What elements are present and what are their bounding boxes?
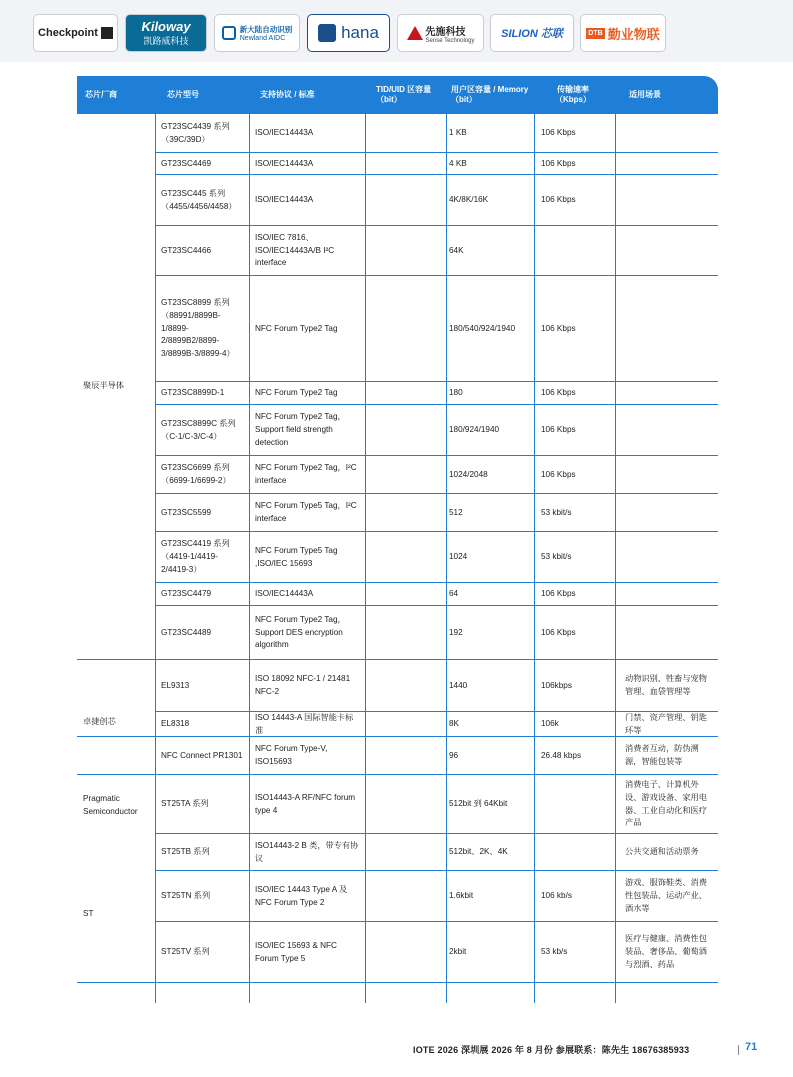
cell-text-usage: 公共交通和活动票务 bbox=[625, 847, 699, 857]
cell-memory bbox=[449, 276, 531, 382]
cell-model bbox=[161, 382, 245, 405]
newland-logo-sub: Newland AIDC bbox=[239, 35, 286, 42]
cell-tid bbox=[371, 494, 441, 532]
cell-text-rate: 106 Kbps bbox=[541, 469, 576, 479]
cell-text-rate: 53 kbit/s bbox=[541, 507, 572, 517]
cell-model bbox=[161, 834, 245, 871]
cell-text-memory: 180/924/1940 bbox=[449, 425, 500, 435]
cell-usage bbox=[625, 922, 713, 983]
cell-text-memory: 192 bbox=[449, 627, 463, 637]
cell-rate bbox=[541, 922, 611, 983]
cell-protocol bbox=[255, 583, 360, 606]
cell-text-model: NFC Connect PR1301 bbox=[161, 750, 243, 760]
cell-model bbox=[161, 922, 245, 983]
cell-tid bbox=[371, 775, 441, 834]
cell-tid bbox=[371, 405, 441, 456]
cell-usage bbox=[625, 532, 713, 583]
cell-text-model: GT23SC8899 系列（88991/8899B-1/8899-2/8899B2/8899-3/8899B-3/8899-4） bbox=[161, 298, 235, 359]
cell-text-model: GT23SC445 系列（4455/4456/4458） bbox=[161, 188, 237, 211]
cell-text-protocol: NFC Forum Type2 Tag bbox=[255, 388, 338, 398]
cell-text-model: GT23SC8899D-1 bbox=[161, 388, 225, 398]
sense-logo-text: 先施科技 bbox=[425, 26, 466, 38]
cell-text-memory: 64K bbox=[449, 245, 464, 255]
cell-tid bbox=[371, 226, 441, 276]
cell-tid bbox=[371, 276, 441, 382]
vendor-cell: 聚辰半导体 bbox=[83, 381, 124, 391]
cell-tid bbox=[371, 583, 441, 606]
cell-text-memory: 180/540/924/1940 bbox=[449, 323, 516, 333]
checkpoint-logo-text: Checkpoint bbox=[38, 27, 98, 39]
cell-usage bbox=[625, 583, 713, 606]
table-header bbox=[77, 76, 718, 114]
cell-memory bbox=[449, 226, 531, 276]
cell-model bbox=[161, 153, 245, 175]
header-memory: 用户区容量 / Memory（bit） bbox=[451, 85, 529, 104]
cell-text-model: GT23SC4439 系列（39C/39D） bbox=[161, 121, 230, 144]
cell-text-protocol: ISO/IEC 14443 Type A 及 NFC Forum Type 2 bbox=[255, 884, 348, 907]
cell-text-protocol: ISO14443-2 B 类，带专有协议 bbox=[255, 840, 359, 863]
cell-text-protocol: NFC Forum Type5 Tag ,ISO/IEC 15693 bbox=[255, 545, 338, 568]
cell-usage bbox=[625, 660, 713, 712]
cell-protocol bbox=[255, 737, 360, 775]
cell-memory bbox=[449, 775, 531, 834]
cell-text-model: EL9313 bbox=[161, 680, 190, 690]
cell-model bbox=[161, 456, 245, 494]
cell-text-usage: 门禁、资产管理、钥匙环等 bbox=[625, 712, 707, 735]
table-row bbox=[77, 922, 718, 983]
cell-text-rate: 106 Kbps bbox=[541, 388, 576, 398]
cell-model bbox=[161, 226, 245, 276]
vendor-cell: 卓捷创芯 bbox=[83, 717, 116, 727]
cell-text-rate: 53 kb/s bbox=[541, 947, 568, 957]
cell-memory bbox=[449, 922, 531, 983]
hana-logo-text: hana bbox=[341, 23, 379, 42]
cell-text-model: GT23SC4489 bbox=[161, 627, 212, 637]
cell-text-model: GT23SC5599 bbox=[161, 507, 212, 517]
cell-memory bbox=[449, 382, 531, 405]
cell-protocol bbox=[255, 532, 360, 583]
cell-tid bbox=[371, 153, 441, 175]
dtb-logo-text: 勤业物联 bbox=[607, 26, 660, 42]
cell-tid bbox=[371, 660, 441, 712]
cell-model bbox=[161, 532, 245, 583]
cell-tid bbox=[371, 382, 441, 405]
cell-memory bbox=[449, 712, 531, 737]
table-row bbox=[77, 153, 718, 175]
cell-text-rate: 106kbps bbox=[541, 680, 572, 690]
cell-text-usage: 消费者互动，防伪溯源，智能包装等 bbox=[625, 744, 699, 766]
cell-protocol bbox=[255, 114, 360, 153]
cell-text-rate: 106 Kbps bbox=[541, 323, 576, 333]
cell-usage bbox=[625, 871, 713, 922]
cell-text-protocol: NFC Forum Type-V, ISO15693 bbox=[255, 744, 328, 766]
table-row bbox=[77, 712, 718, 737]
cell-model bbox=[161, 712, 245, 737]
cell-text-memory: 96 bbox=[449, 750, 459, 760]
cell-rate bbox=[541, 583, 611, 606]
dtb-logo bbox=[580, 14, 666, 52]
table-row bbox=[77, 175, 718, 226]
cell-text-memory: 8K bbox=[449, 719, 460, 729]
header-usage: 适用场景 bbox=[629, 90, 661, 99]
cell-text-model: ST25TV 系列 bbox=[161, 947, 210, 957]
cell-tid bbox=[371, 712, 441, 737]
newland-logo-text: 新大陆自动识别 bbox=[239, 25, 293, 34]
logo-bar bbox=[0, 0, 793, 62]
cell-tid bbox=[371, 737, 441, 775]
table-row bbox=[77, 606, 718, 660]
table-row bbox=[77, 382, 718, 405]
table-row bbox=[77, 737, 718, 775]
cell-memory bbox=[449, 660, 531, 712]
cell-usage bbox=[625, 153, 713, 175]
cell-protocol bbox=[255, 153, 360, 175]
cell-text-memory: 512 bbox=[449, 507, 463, 517]
cell-text-memory: 512bit、2K、4K bbox=[449, 847, 508, 857]
cell-text-protocol: NFC Forum Type2 Tag，Support field strength detection bbox=[255, 412, 346, 447]
cell-text-usage: 医疗与健康、消费性包装品、奢侈品、葡萄酒与烈酒、药品 bbox=[625, 934, 707, 969]
cell-usage bbox=[625, 606, 713, 660]
cell-usage bbox=[625, 226, 713, 276]
cell-usage bbox=[625, 834, 713, 871]
cell-protocol bbox=[255, 175, 360, 226]
cell-text-memory: 180 bbox=[449, 388, 463, 398]
row-divider bbox=[77, 982, 718, 983]
cell-protocol bbox=[255, 276, 360, 382]
cell-rate bbox=[541, 712, 611, 737]
cell-rate bbox=[541, 606, 611, 660]
cell-text-rate: 106 Kbps bbox=[541, 195, 576, 205]
hana-logo bbox=[307, 14, 390, 52]
cell-rate bbox=[541, 775, 611, 834]
cell-protocol bbox=[255, 871, 360, 922]
table-row bbox=[77, 532, 718, 583]
cell-protocol bbox=[255, 494, 360, 532]
cell-text-model: EL8318 bbox=[161, 719, 190, 729]
cell-tid bbox=[371, 834, 441, 871]
cell-protocol bbox=[255, 775, 360, 834]
cell-text-model: ST25TB 系列 bbox=[161, 847, 210, 857]
cell-rate bbox=[541, 382, 611, 405]
cell-usage bbox=[625, 405, 713, 456]
dtb-mark-icon: DTB bbox=[588, 29, 603, 37]
cell-text-protocol: NFC Forum Type2 Tag，Support DES encryption algorithm bbox=[255, 614, 346, 650]
cell-memory bbox=[449, 737, 531, 775]
cell-text-protocol: ISO 14443-A 国际智能卡标准 bbox=[255, 712, 354, 735]
cell-text-protocol: NFC Forum Type5 Tag，I²C interface bbox=[255, 501, 357, 523]
cell-model bbox=[161, 737, 245, 775]
table-row bbox=[77, 775, 718, 834]
kiloway-logo-text: Kiloway bbox=[141, 19, 191, 34]
page-number: 71 bbox=[745, 1041, 758, 1053]
sense-logo bbox=[397, 14, 484, 52]
header-vendor: 芯片厂商 bbox=[85, 90, 117, 99]
cell-text-memory: 4K/8K/16K bbox=[449, 195, 489, 205]
cell-text-protocol: ISO/IEC 7816、ISO/IEC14443A/B I²C interface bbox=[255, 232, 335, 268]
header-rate: 传输速率（Kbps） bbox=[555, 85, 591, 104]
cell-rate bbox=[541, 226, 611, 276]
cell-text-rate: 106 kb/s bbox=[541, 891, 572, 901]
cell-text-model: GT23SC8899C 系列（C-1/C-3/C-4） bbox=[161, 418, 236, 441]
cell-rate bbox=[541, 660, 611, 712]
cell-rate bbox=[541, 494, 611, 532]
kiloway-logo-sub: 凯路威科技 bbox=[143, 36, 189, 46]
cell-model bbox=[161, 114, 245, 153]
cell-text-model: ST25TA 系列 bbox=[161, 799, 209, 809]
table-body bbox=[77, 114, 718, 1003]
cell-text-model: GT23SC4466 bbox=[161, 245, 212, 255]
sense-mark-icon bbox=[407, 26, 423, 40]
sense-logo-sub: Sense Technology bbox=[425, 37, 475, 44]
cell-memory bbox=[449, 405, 531, 456]
cell-usage bbox=[625, 737, 713, 775]
cell-rate bbox=[541, 175, 611, 226]
cell-tid bbox=[371, 871, 441, 922]
cell-text-model: GT23SC4419 系列（4419-1/4419-2/4419-3） bbox=[161, 539, 230, 574]
cell-model bbox=[161, 494, 245, 532]
cell-text-usage: 游戏、服饰鞋类、消费性包装品、运动产业、酒水等 bbox=[625, 878, 707, 913]
cell-model bbox=[161, 175, 245, 226]
cell-protocol bbox=[255, 405, 360, 456]
vendor-cell: ST bbox=[83, 908, 94, 918]
footer-contact: IOTE 2026 深圳展 2026 年 8 月份 参展联系：陈先生 18676385933 bbox=[413, 1045, 690, 1055]
cell-usage bbox=[625, 175, 713, 226]
table-row bbox=[77, 405, 718, 456]
cell-text-model: GT23SC4469 bbox=[161, 158, 212, 168]
newland-logo bbox=[214, 14, 300, 52]
cell-text-rate: 26.48 kbps bbox=[541, 750, 582, 760]
cell-tid bbox=[371, 922, 441, 983]
cell-text-usage: 动物识别、牲畜与宠物管理、血袋管理等 bbox=[625, 674, 707, 696]
checkpoint-logo bbox=[33, 14, 118, 52]
cell-usage bbox=[625, 276, 713, 382]
cell-tid bbox=[371, 606, 441, 660]
cell-rate bbox=[541, 737, 611, 775]
cell-text-protocol: ISO/IEC14443A bbox=[255, 158, 314, 168]
cell-memory bbox=[449, 175, 531, 226]
cell-rate bbox=[541, 405, 611, 456]
cell-text-protocol: ISO/IEC14443A bbox=[255, 195, 314, 205]
header-model: 芯片型号 bbox=[167, 90, 199, 99]
cell-text-rate: 106 Kbps bbox=[541, 425, 576, 435]
cell-rate bbox=[541, 276, 611, 382]
table-row bbox=[77, 494, 718, 532]
cell-text-usage: 消费电子、计算机外设、游戏设备、家用电器、工业自动化和医疗产品 bbox=[625, 780, 707, 828]
table-row bbox=[77, 871, 718, 922]
cell-rate bbox=[541, 834, 611, 871]
table-row bbox=[77, 583, 718, 606]
cell-text-protocol: ISO14443-A RF/NFC forum type 4 bbox=[255, 792, 356, 815]
cell-memory bbox=[449, 871, 531, 922]
cell-text-memory: 2kbit bbox=[449, 947, 467, 957]
cell-text-protocol: NFC Forum Type2 Tag，I²C interface bbox=[255, 463, 357, 485]
cell-tid bbox=[371, 456, 441, 494]
cell-rate bbox=[541, 456, 611, 494]
header-tid: TID/UID 区容量（bit） bbox=[376, 85, 432, 104]
cell-text-memory: 64 bbox=[449, 589, 459, 599]
cell-memory bbox=[449, 834, 531, 871]
cell-model bbox=[161, 871, 245, 922]
cell-protocol bbox=[255, 712, 360, 737]
cell-model bbox=[161, 775, 245, 834]
table-row bbox=[77, 114, 718, 153]
cell-model bbox=[161, 276, 245, 382]
hana-mark-icon bbox=[318, 24, 336, 42]
cell-protocol bbox=[255, 834, 360, 871]
cell-usage bbox=[625, 114, 713, 153]
cell-rate bbox=[541, 153, 611, 175]
cell-text-model: GT23SC6699 系列（6699-1/6699-2） bbox=[161, 463, 231, 485]
cell-text-memory: 1440 bbox=[449, 680, 468, 690]
chip-table bbox=[77, 76, 718, 1003]
cell-text-memory: 1.6kbit bbox=[449, 891, 474, 901]
cell-usage bbox=[625, 712, 713, 737]
cell-tid bbox=[371, 175, 441, 226]
table-row bbox=[77, 226, 718, 276]
newland-mark-icon bbox=[222, 26, 236, 40]
cell-rate bbox=[541, 871, 611, 922]
cell-protocol bbox=[255, 606, 360, 660]
footer-divider bbox=[738, 1045, 739, 1055]
cell-memory bbox=[449, 456, 531, 494]
cell-text-rate: 106 Kbps bbox=[541, 589, 576, 599]
cell-memory bbox=[449, 606, 531, 660]
cell-memory bbox=[449, 114, 531, 153]
cell-text-protocol: ISO/IEC14443A bbox=[255, 128, 314, 138]
cell-rate bbox=[541, 532, 611, 583]
cell-text-rate: 106k bbox=[541, 719, 559, 729]
cell-protocol bbox=[255, 382, 360, 405]
cell-usage bbox=[625, 775, 713, 834]
cell-memory bbox=[449, 153, 531, 175]
checkpoint-mark-icon bbox=[101, 27, 113, 39]
silion-logo-text: SILION 芯联 bbox=[501, 28, 563, 40]
cell-memory bbox=[449, 532, 531, 583]
cell-model bbox=[161, 606, 245, 660]
cell-tid bbox=[371, 532, 441, 583]
cell-text-model: ST25TN 系列 bbox=[161, 891, 211, 901]
cell-text-memory: 1024/2048 bbox=[449, 469, 488, 479]
cell-memory bbox=[449, 583, 531, 606]
cell-text-protocol: NFC Forum Type2 Tag bbox=[255, 323, 338, 333]
table-row bbox=[77, 660, 718, 712]
table-row bbox=[77, 276, 718, 382]
header-protocol: 支持协议 / 标准 bbox=[260, 90, 315, 99]
cell-text-memory: 1 KB bbox=[449, 128, 467, 138]
cell-protocol bbox=[255, 226, 360, 276]
cell-protocol bbox=[255, 456, 360, 494]
cell-text-protocol: ISO/IEC 15693 & NFC Forum Type 5 bbox=[255, 940, 337, 963]
cell-model bbox=[161, 660, 245, 712]
cell-protocol bbox=[255, 660, 360, 712]
cell-usage bbox=[625, 494, 713, 532]
cell-tid bbox=[371, 114, 441, 153]
cell-protocol bbox=[255, 922, 360, 983]
cell-text-rate: 53 kbit/s bbox=[541, 552, 572, 562]
cell-model bbox=[161, 405, 245, 456]
cell-text-rate: 106 Kbps bbox=[541, 627, 576, 637]
cell-model bbox=[161, 583, 245, 606]
cell-rate bbox=[541, 114, 611, 153]
silion-logo bbox=[490, 14, 574, 52]
cell-text-model: GT23SC4479 bbox=[161, 589, 212, 599]
cell-text-protocol: ISO 18092 NFC-1 / 21481 NFC-2 bbox=[255, 674, 351, 696]
cell-memory bbox=[449, 494, 531, 532]
cell-text-memory: 4 KB bbox=[449, 158, 467, 168]
cell-usage bbox=[625, 456, 713, 494]
table-row bbox=[77, 834, 718, 871]
kiloway-logo bbox=[125, 14, 207, 52]
cell-usage bbox=[625, 382, 713, 405]
cell-text-protocol: ISO/IEC14443A bbox=[255, 589, 314, 599]
cell-text-rate: 106 Kbps bbox=[541, 128, 576, 138]
vendor-cell: Pragmatic Semiconductor bbox=[83, 793, 138, 816]
table-row bbox=[77, 456, 718, 494]
cell-text-memory: 512bit 到 64Kbit bbox=[449, 799, 508, 809]
cell-text-rate: 106 Kbps bbox=[541, 158, 576, 168]
cell-text-memory: 1024 bbox=[449, 552, 468, 562]
